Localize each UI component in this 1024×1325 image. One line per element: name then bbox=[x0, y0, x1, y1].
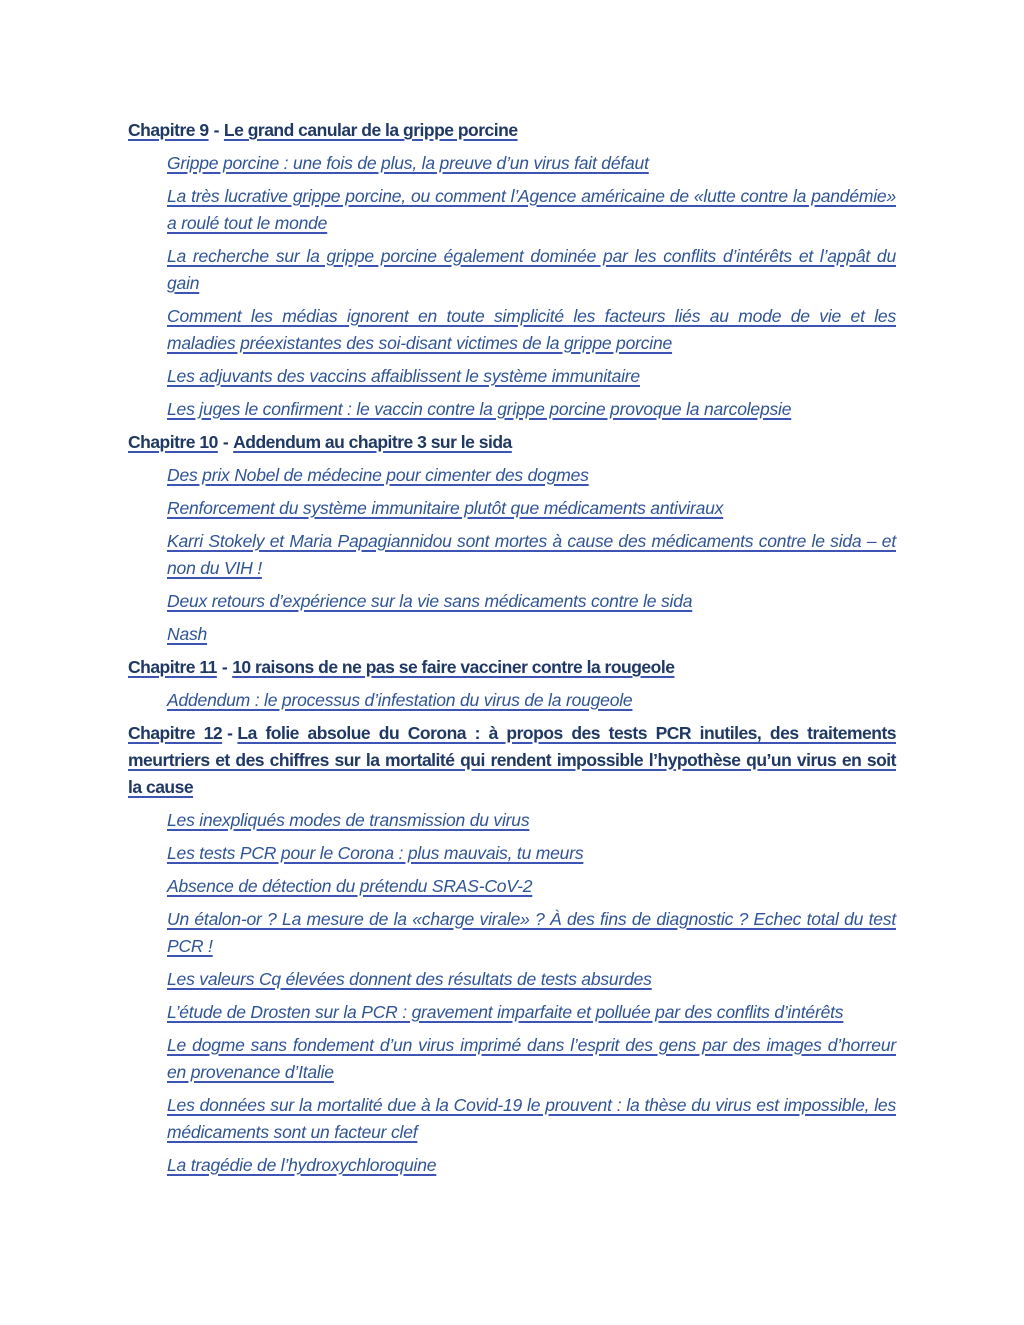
toc-section-link[interactable]: L’étude de Drosten sur la PCR : gravement imparfaite et polluée par des conflits d’intérêts bbox=[167, 1002, 844, 1022]
toc-section-link[interactable]: Les valeurs Cq élevées donnent des résultats de tests absurdes bbox=[167, 969, 652, 989]
toc-section-link[interactable]: Les tests PCR pour le Corona : plus mauvais, tu meurs bbox=[167, 843, 584, 863]
toc-section-link[interactable]: La très lucrative grippe porcine, ou comment l’Agence américaine de «lutte contre la pandémie» a roulé tout le monde bbox=[167, 186, 896, 233]
toc-section-link[interactable]: Un étalon-or ? La mesure de la «charge virale» ? À des fins de diagnostic ? Echec total du test PCR ! bbox=[167, 909, 896, 956]
chapter-number-link[interactable]: Chapitre 9 bbox=[128, 120, 209, 140]
toc-section-link[interactable]: Renforcement du système immunitaire plutôt que médicaments antiviraux bbox=[167, 498, 724, 518]
toc-section-link[interactable]: Addendum : le processus d’infestation du virus de la rougeole bbox=[167, 690, 633, 710]
chapter-number-link[interactable]: Chapitre 11 bbox=[128, 657, 217, 677]
toc-section-link[interactable]: Grippe porcine : une fois de plus, la preuve d’un virus fait défaut bbox=[167, 153, 649, 173]
chapter-separator: - bbox=[221, 657, 228, 677]
chapter-heading bbox=[128, 654, 896, 681]
toc-section-link[interactable]: Le dogme sans fondement d’un virus imprimé dans l’esprit des gens par des images d’horreur en provenance d’Italie bbox=[167, 1035, 896, 1082]
chapter-separator: - bbox=[222, 432, 229, 452]
toc-section-link[interactable]: Nash bbox=[167, 624, 208, 644]
toc-section-link[interactable]: Les adjuvants des vaccins affaiblissent le système immunitaire bbox=[167, 366, 640, 386]
toc-section-link[interactable]: Karri Stokely et Maria Papagiannidou sont mortes à cause des médicaments contre le sida – et non du VIH ! bbox=[167, 531, 896, 578]
toc-section-link[interactable]: Les données sur la mortalité due à la Covid-19 le prouvent : la thèse du virus est impossible, les médicaments sont un facteur clef bbox=[167, 1095, 896, 1142]
chapter-separator: - bbox=[213, 120, 219, 140]
chapter-title-link[interactable]: Le grand canular de la grippe porcine bbox=[223, 120, 518, 140]
chapter-title-link[interactable]: Addendum au chapitre 3 sur le sida bbox=[233, 432, 512, 452]
toc-section-link[interactable]: La recherche sur la grippe porcine également dominée par les conflits d’intérêts et l’appât du gain bbox=[167, 246, 896, 293]
toc-section-link[interactable]: Deux retours d’expérience sur la vie sans médicaments contre le sida bbox=[167, 591, 693, 611]
chapter-title-link[interactable]: La folie absolue du Corona : à propos des tests PCR inutiles, des traitements meurtriers et des chiffres sur la mortalité qui rendent impossible l’hypothèse qu’un virus en soit la cause bbox=[128, 723, 897, 797]
chapter-heading bbox=[128, 720, 896, 801]
chapter-heading bbox=[128, 429, 896, 456]
toc-section-link[interactable]: Des prix Nobel de médecine pour cimenter des dogmes bbox=[167, 465, 589, 485]
toc-section-link[interactable]: Les inexpliqués modes de transmission du virus bbox=[167, 810, 530, 830]
toc-section-link[interactable]: Les juges le confirment : le vaccin contre la grippe porcine provoque la narcolepsie bbox=[167, 399, 792, 419]
toc-section-link[interactable]: Absence de détection du prétendu SRAS-CoV-2 bbox=[167, 876, 533, 896]
chapter-title-link[interactable]: 10 raisons de ne pas se faire vacciner contre la rougeole bbox=[232, 657, 675, 677]
chapter-number-link[interactable]: Chapitre 12 bbox=[128, 723, 223, 743]
chapter-separator: - bbox=[227, 723, 233, 743]
chapter-heading bbox=[128, 117, 896, 144]
chapter-number-link[interactable]: Chapitre 10 bbox=[128, 432, 218, 452]
toc-section-link[interactable]: Comment les médias ignorent en toute simplicité les facteurs liés au mode de vie et les maladies préexistantes des soi-disant victimes de la grippe porcine bbox=[167, 306, 896, 353]
toc-section-link[interactable]: La tragédie de l’hydroxychloroquine bbox=[167, 1155, 437, 1175]
